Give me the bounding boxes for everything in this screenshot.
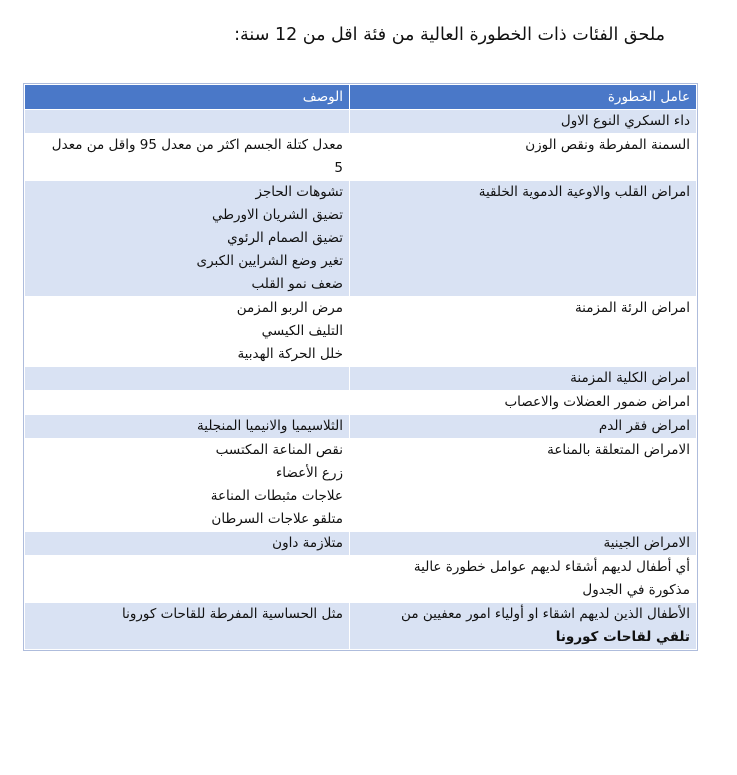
risk-factor-cell bbox=[350, 439, 697, 532]
description-text: تضيق الشريان الاورطي bbox=[211, 207, 343, 223]
description-text: زرع الأعضاء bbox=[275, 465, 343, 481]
table-row bbox=[25, 532, 697, 556]
risk-factor-cell bbox=[350, 134, 697, 181]
risk-factor-text: امراض ضمور العضلات والاعصاب bbox=[504, 394, 690, 410]
empty-description bbox=[31, 367, 343, 390]
risk-factor-cell bbox=[350, 391, 697, 415]
risk-factor-text: أي أطفال لديهم أشقاء لديهم عوامل خطورة عالية bbox=[413, 559, 690, 575]
page-title: ملحق الفئات ذات الخطورة العالية من فئة اقل من 12 سنة: bbox=[234, 25, 665, 45]
description-text: نقص المناعة المكتسب bbox=[215, 442, 343, 458]
description-cell bbox=[25, 134, 350, 181]
description-text: تغير وضع الشرايين الكبرى bbox=[196, 253, 343, 269]
risk-factor-text: السمنة المفرطة ونقص الوزن bbox=[525, 137, 690, 153]
description-text: ضعف نمو القلب bbox=[251, 276, 343, 292]
header-risk-factor: عامل الخطورة bbox=[350, 85, 697, 110]
table-row bbox=[25, 391, 697, 415]
description-cell bbox=[25, 603, 350, 650]
risk-factor-cell bbox=[350, 603, 697, 650]
empty-description bbox=[31, 110, 343, 133]
description-text: معدل كتلة الجسم اكثر من معدل 95 واقل من معدل bbox=[51, 137, 343, 153]
description-cell bbox=[25, 297, 350, 367]
table-header-row bbox=[25, 85, 697, 110]
table-row bbox=[25, 439, 697, 532]
table-row bbox=[25, 134, 697, 181]
risk-factor-text: الامراض الجينية bbox=[603, 535, 690, 551]
header-description: الوصف bbox=[25, 85, 350, 110]
table-body bbox=[25, 110, 697, 650]
description-cell bbox=[25, 415, 350, 439]
risk-factor-cell bbox=[350, 181, 697, 297]
risk-factor-cell bbox=[350, 297, 697, 367]
risk-factor-bold-text: تلقي لقاحات كورونا bbox=[555, 629, 690, 645]
risk-factor-text: مذكورة في الجدول bbox=[582, 582, 690, 598]
description-cell bbox=[25, 532, 350, 556]
table-row bbox=[25, 603, 697, 650]
empty-description bbox=[31, 391, 343, 414]
risk-factor-text: امراض الرئة المزمنة bbox=[574, 300, 690, 316]
description-cell bbox=[25, 181, 350, 297]
risk-factor-text: الامراض المتعلقة بالمناعة bbox=[547, 442, 690, 458]
description-text: التليف الكيسي bbox=[261, 323, 343, 339]
table-row bbox=[25, 110, 697, 134]
description-cell bbox=[25, 391, 350, 415]
description-text: علاجات مثبطات المناعة bbox=[210, 488, 343, 504]
description-cell bbox=[25, 556, 350, 603]
risk-factor-text: الأطفال الذين لديهم اشقاء او أولياء امور معفيين من bbox=[401, 606, 690, 622]
description-text: متلقو علاجات السرطان bbox=[211, 511, 343, 527]
description-text: مرض الربو المزمن bbox=[236, 300, 343, 316]
risk-factor-cell bbox=[350, 556, 697, 603]
description-cell bbox=[25, 110, 350, 134]
empty-description bbox=[31, 556, 343, 579]
description-cell bbox=[25, 439, 350, 532]
description-cell bbox=[25, 367, 350, 391]
risk-factor-cell bbox=[350, 110, 697, 134]
description-text: خلل الحركة الهدبية bbox=[237, 346, 343, 362]
description-text: 5 bbox=[334, 160, 343, 176]
risk-factor-cell bbox=[350, 532, 697, 556]
description-text: تضيق الصمام الرئوي bbox=[227, 230, 343, 246]
table-row bbox=[25, 297, 697, 367]
risk-factors-table bbox=[24, 84, 697, 650]
description-text: مثل الحساسية المفرطة للقاحات كورونا bbox=[122, 606, 343, 622]
description-text: تشوهات الحاجز bbox=[255, 184, 343, 200]
table-row bbox=[25, 415, 697, 439]
risk-factor-text: امراض القلب والاوعية الدموية الخلقية bbox=[478, 184, 690, 200]
description-text: الثلاسيميا والانيميا المنجلية bbox=[197, 418, 343, 434]
table-row bbox=[25, 181, 697, 297]
table-row bbox=[25, 556, 697, 603]
risk-factor-text: داء السكري النوع الاول bbox=[560, 113, 690, 129]
risk-factor-text: امراض الكلية المزمنة bbox=[570, 370, 690, 386]
risk-factor-cell bbox=[350, 367, 697, 391]
risk-factor-text: امراض فقر الدم bbox=[598, 418, 690, 434]
description-text: متلازمة داون bbox=[272, 535, 343, 551]
risk-factor-cell bbox=[350, 415, 697, 439]
table-row bbox=[25, 367, 697, 391]
